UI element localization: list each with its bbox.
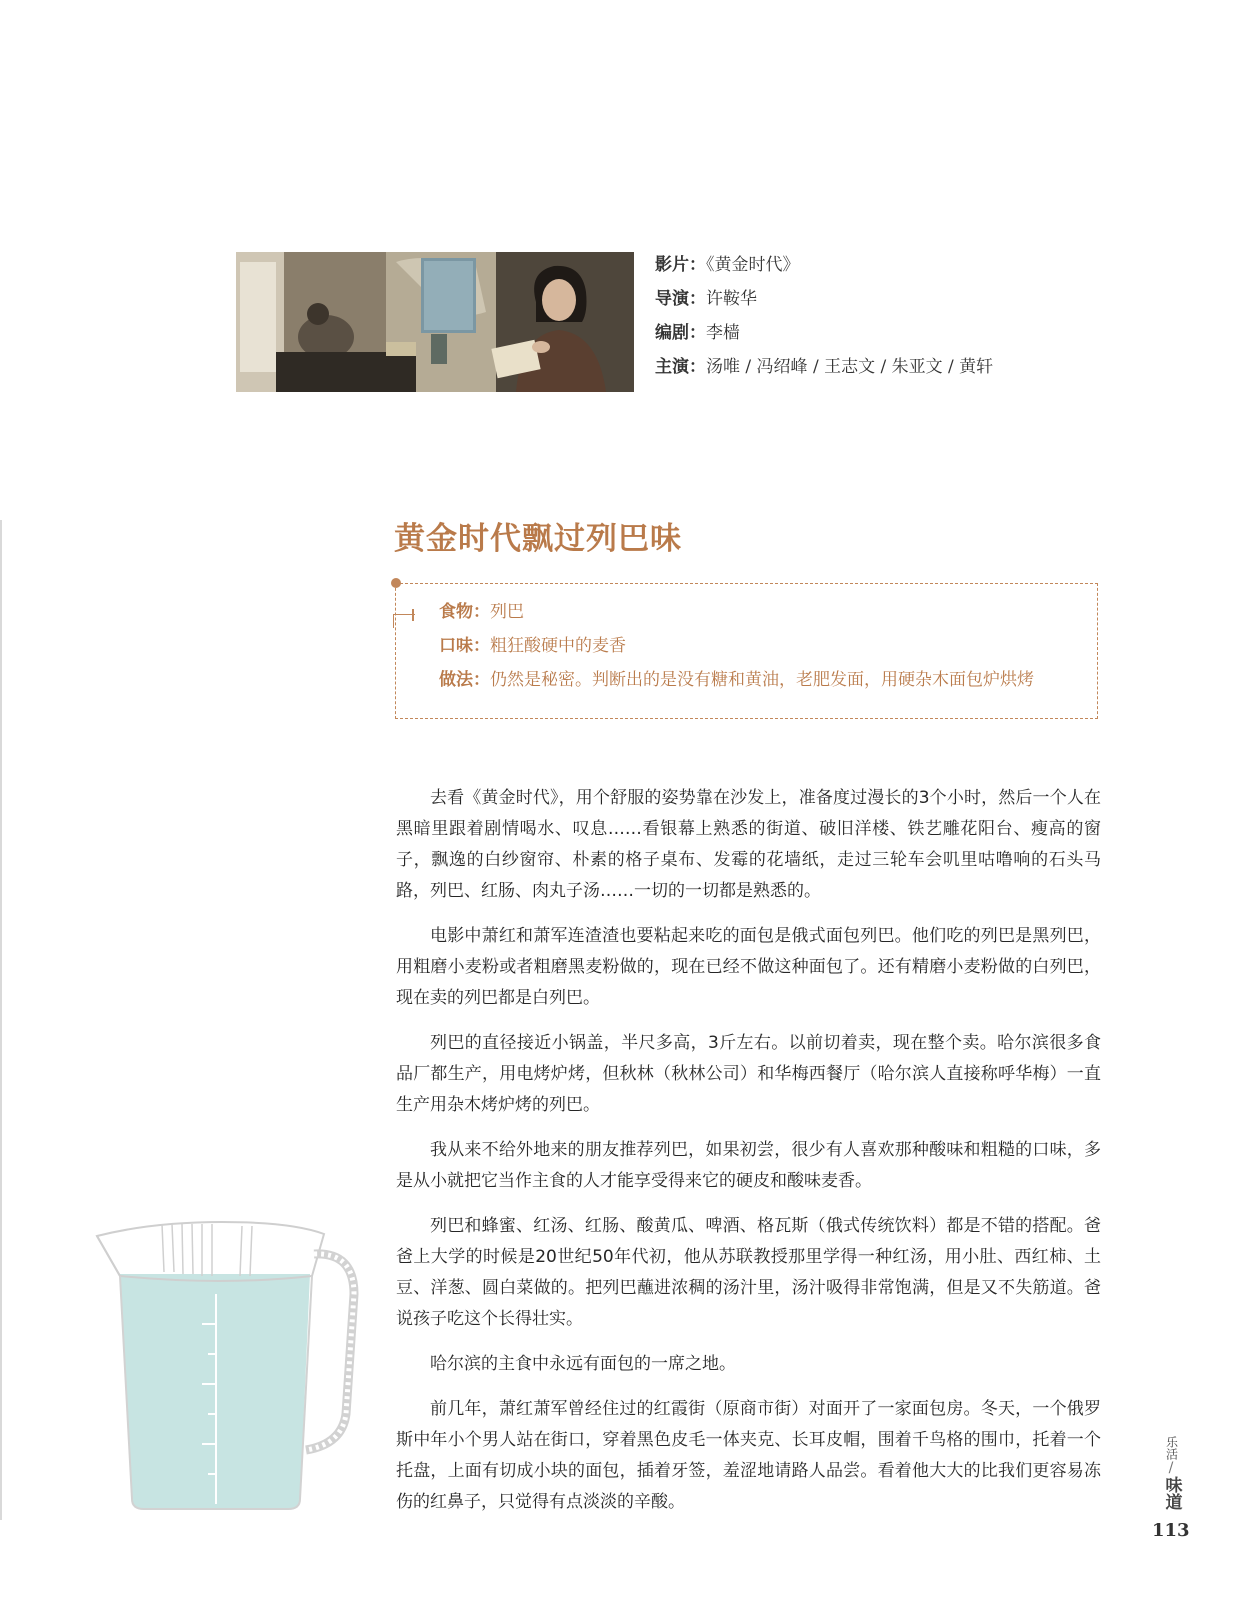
food-name-label: 食物： [439, 602, 490, 622]
article-paragraph: 哈尔滨的主食中永远有面包的一席之地。 [430, 1354, 736, 1374]
film-cast-label: 主演： [655, 357, 706, 377]
food-info-rows [439, 595, 1034, 697]
article-paragraph: 列巴和蜂蜜、红汤、红肠、酸黄瓜、啤酒、格瓦斯（俄式传统饮料）都是不错的搭配。爸爸上大学的时候是20世纪50年代初，他从苏联教授那里学得一种红汤，用小肚、西红柿、土豆、洋葱、圆白菜做的。把列巴蘸进浓稠的汤汁里，汤汁吸得非常饱满，但是又不失筋道。爸说孩子吃这个长得壮实。 [396, 1216, 1101, 1329]
food-row-taste [439, 629, 1034, 663]
food-info-box [395, 583, 1098, 719]
film-title-label: 影片： [655, 255, 706, 275]
film-cast-value: 汤唯 / 冯绍峰 / 王志文 / 朱亚文 / 黄轩 [706, 357, 994, 377]
section-tag [1158, 1436, 1184, 1510]
food-method-label: 做法： [439, 670, 490, 690]
food-method-value: 仍然是秘密。判断出的是没有糖和黄油，老肥发面，用硬杂木面包炉烘烤 [490, 670, 1034, 690]
food-row-method [439, 663, 1034, 697]
page-number: 113 [1152, 1520, 1190, 1541]
film-row-writer [655, 316, 993, 350]
box-dot-ornament [391, 578, 401, 588]
section-tag-big: 味道 [1161, 1476, 1182, 1510]
film-still-illustration [236, 252, 634, 392]
article-title: 黄金时代飘过列巴味 [394, 521, 682, 557]
film-row-director [655, 282, 993, 316]
measuring-jug-illustration [92, 1214, 362, 1514]
box-corner-ornament [393, 614, 415, 628]
film-writer-value: 李樯 [706, 323, 740, 343]
article-paragraph: 列巴的直径接近小锅盖，半尺多高，3斤左右。以前切着卖，现在整个卖。哈尔滨很多食品厂都生产，用电烤炉烤，但秋林（秋林公司）和华梅西餐厅（哈尔滨人直接称呼华梅）一直生产用杂木烤炉烤的列巴。 [396, 1033, 1101, 1115]
film-director-label: 导演： [655, 289, 706, 309]
article-paragraph: 我从来不给外地来的朋友推荐列巴，如果初尝，很少有人喜欢那种酸味和粗糙的口味，多是从小就把它当作主食的人才能享受得来它的硬皮和酸味麦香。 [396, 1140, 1101, 1191]
film-title-value: 《黄金时代》 [706, 255, 800, 275]
food-row-name [439, 595, 1034, 629]
film-info [655, 248, 993, 384]
article-paragraph: 去看《黄金时代》，用个舒服的姿势靠在沙发上，准备度过漫长的3个小时，然后一个人在黑暗里跟着剧情喝水、叹息……看银幕上熟悉的街道、破旧洋楼、铁艺雕花阳台、瘦高的窗子，飘逸的白纱窗帘、朴素的格子桌布、发霉的花墙纸，走过三轮车会叽里咕噜响的石头马路，列巴、红肠、肉丸子汤……一切的一切都是熟悉的。 [396, 788, 1101, 901]
film-still-image [236, 252, 634, 392]
food-taste-value: 粗狂酸硬中的麦香 [490, 636, 626, 656]
film-director-value: 许鞍华 [706, 289, 757, 309]
article-paragraph: 电影中萧红和萧军连渣渣也要粘起来吃的面包是俄式面包列巴。他们吃的列巴是黑列巴，用粗磨小麦粉或者粗磨黑麦粉做的，现在已经不做这种面包了。还有精磨小麦粉做的白列巴，现在卖的列巴都是白列巴。 [396, 926, 1101, 1008]
food-taste-label: 口味： [439, 636, 490, 656]
page-edge-rule [0, 520, 2, 1520]
article-paragraph: 前几年，萧红萧军曾经住过的红霞街（原商市街）对面开了一家面包房。冬天，一个俄罗斯中年小个男人站在街口，穿着黑色皮毛一体夹克、长耳皮帽，围着千鸟格的围巾，托着一个托盘，上面有切成小块的面包，插着牙签，羞涩地请路人品尝。看着他大大的比我们更容易冻伤的红鼻子，只觉得有点淡淡的辛酸。 [396, 1399, 1101, 1512]
article-body [396, 783, 1101, 1532]
film-row-title [655, 248, 993, 282]
section-tag-slash: / [1168, 1460, 1174, 1476]
film-row-cast [655, 350, 993, 384]
food-name-value: 列巴 [490, 602, 524, 622]
section-tag-small: 乐活 [1164, 1436, 1179, 1460]
film-writer-label: 编剧： [655, 323, 706, 343]
